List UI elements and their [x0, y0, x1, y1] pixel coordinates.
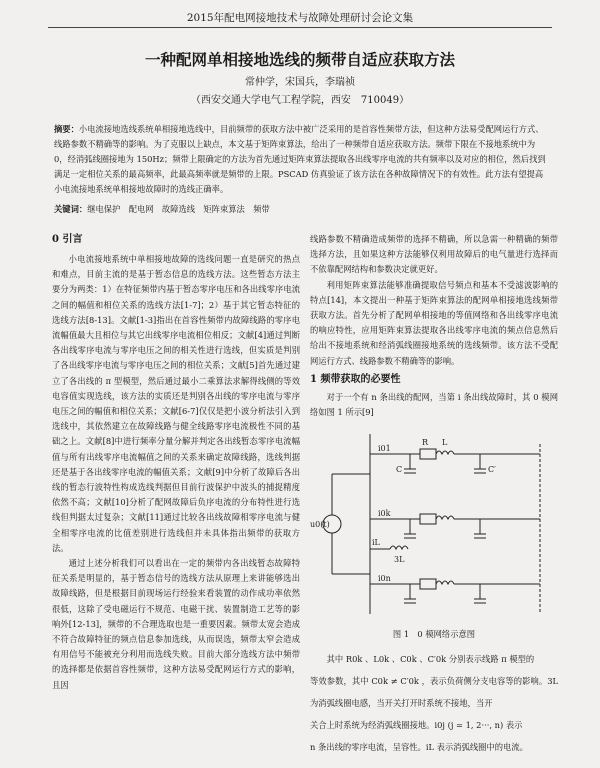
label-R-1: R — [422, 438, 429, 448]
header-rule — [48, 27, 552, 28]
explanation-line-3: 关合上时系统为经消弧线圈接地。i0j (j = 1, 2···, n) 表示 — [310, 720, 523, 731]
right-paragraph-1: 线路参数不精确造成频带的选择不精确，所以急需一种精确的频带选择方法，且如果这种方法能够仅利用故障后的电气量进行选择而不依靠配网结构和参数决定就更好。 — [310, 234, 558, 275]
figure-1-circuit — [310, 424, 558, 624]
label-i0k: i0k — [378, 509, 391, 519]
label-Cp-1: C′ — [488, 465, 496, 475]
right-paragraph-3: 对于一个有 n 条出线的配网，当第 i 条出线故障时，其 0 模网络如图 1 所示[9] — [310, 391, 558, 418]
label-iL: iL — [372, 538, 380, 548]
abstract — [54, 122, 548, 197]
inductor-n — [436, 581, 454, 584]
label-i01: i01 — [378, 444, 391, 454]
paper-affiliation: （西安交通大学电气工程学院，西安 710049） — [190, 95, 410, 106]
left-column — [52, 232, 300, 693]
label-L-1: L — [442, 438, 448, 448]
resistor-k — [420, 514, 436, 524]
label-C-1: C — [396, 465, 403, 475]
paper-authors: 常仲学，宋国兵，李瑞祯 — [245, 77, 355, 88]
explanation-line-2: 等效参数，其中 C0k ≠ C′0k ，表示负荷侧分支电容等的影响。3L 为消弧线圈电感，当开关打开时系统不接地，当开 — [310, 676, 558, 709]
intro-paragraph-1: 小电流接地系统中单相接地故障的选线问题一直是研究的热点和难点，目前主流的是基于暂态信息的选线方法。这些暂态方法主要分为两类：1）在特征频带内基于暂态零序电压和各出线零序电流之间的幅值和相位关系的选线方法[1-7]；2）基于其它暂态特征的选线方法[8-13]。文献[1-3]指出在首容性频带内故障线路的零序电流幅值最大且相位与其它出线零序电流相位相反；文献[4]通过判断各出线零序电流与零序电压之间的相关性进行选线，但实质是判别了各出线零序电流与零序电压之间的相位关系；文献[5]首先通过建立了各出线的 π 型模型，然后通过最小二乘算法求解得线侧的等效电容值实现选线，该方法的实质还是判别各出线的零序电流与零序电压之间的幅值和相位关系；文献[6-7]仅仅是把小波分析法引入到选线中，其依然建立在故障线路与健全线路零序电流极性不同的基础之上。文献[8]中进行频率分量分解并判定各出线暂态零序电流幅值与所有出线零序电流幅值之间的关系来确定故障线路，选线判据还是基于各出线零序电流的幅值关系；文献[9]中分析了故障后各出线的暂态行波特性构成选线判据但目前行波保护中波头的捕捉精度依然不高；文献[10]分析了配网故障后负序电流的分布特性进行选线但判据太过复杂；文献[11]通过比较各出线故障相零序电流与健全相零序电流的比值差别进行选线但并未具体指出频带的获取方法。 — [52, 254, 300, 553]
abstract-label: 摘要： — [54, 124, 79, 134]
keywords — [54, 203, 548, 215]
right-paragraph-2: 利用矩阵束算法能够准确提取信号频点和基本不受滤波影响的特点[14]，本文提出一种基于矩阵束算法的配网单相接地选线频带获取方法。首先分析了配网单相接地的等值网络和各出线零序电流的响应特性，应用矩阵束算法提取各出线零序电流的频点信息然后给出不接地系统和经消弧线圈接地系统的选线频带。该方法不受配网运行方式、线路参数不精确等的影响。 — [310, 279, 558, 366]
section-heading-1: 1 频带获取的必要性 — [310, 373, 401, 385]
keywords-text: 继电保护 配电网 故障选线 矩阵束算法 频带 — [87, 204, 270, 214]
label-i0n: i0n — [378, 574, 391, 584]
section-heading-intro: 0 引言 — [52, 234, 83, 245]
label-3L: 3L — [394, 555, 405, 565]
inductor-k — [436, 516, 454, 519]
figure-1-caption: 图 1 0 模网络示意图 — [392, 629, 476, 640]
running-header: 2015年配电网接地技术与故障处理研讨会论文集 — [186, 12, 414, 24]
resistor-n — [420, 579, 436, 589]
right-column — [310, 232, 558, 758]
intro-paragraph-2: 通过上述分析我们可以看出在一定的频带内各出线暂态故障特征关系是明显的，基于暂态信号的选线方法从原理上来讲能够选出故障线路，但是根据目前现场运行经验来看装置的动作成功率依然很低，这除了受电磁运行不规范、电磁干扰、装置制造工艺等的影响外[12-13]，频带的不合理选取也是一重要因素。频带太宽会造成不符合故障特征的频点信息参加选线，从而误选，频带太窄会造成有用信号不能被充分利用而选线失败。目前大部分选线方法中频带的选择都是依据首容性频带，这种方法易受配网运行方式的影响，且因 — [52, 558, 300, 690]
figure-explanation — [310, 648, 558, 758]
arc-coil — [390, 546, 408, 549]
explanation-line-4: n 条出线的零序电流，呈容性。iL 表示消弧线圈中的电流。 — [310, 742, 528, 753]
inductor-1 — [436, 451, 454, 454]
resistor-1 — [420, 449, 436, 459]
label-u0: u0(t) — [310, 520, 330, 530]
abstract-text: 小电流接地选线系统单相接地选线中，目前频带的获取方法中被广泛采用的是首容性频带方法，但这种方法易受配网运行方式、线路参数不精确等的影响。为了克服以上缺点，本文基于矩阵束算法，给出了一种频带自适应获取方法。频带下限在不接地系统中为 0，经消弧线圈接地为 150Hz；频带上限确定的方法为首先通过矩阵束算法提取各出线零序电流的共有频率以及对应的相位，然后找到满足一定相位关系的最高频率，此最高频率就是频带的上限。PSCAD 仿真验证了该方法在各种故障情况下的有效性。此方法有望提高小电流接地系统单相接地故障时的选线正确率。 — [54, 124, 546, 194]
paper-title: 一种配网单相接地选线的频带自适应获取方法 — [144, 50, 455, 69]
explanation-line-1: 其中 R0k 、L0k 、C0k 、C′0k 分别表示线路 π 模型的 — [326, 654, 535, 665]
keywords-label: 关键词： — [54, 204, 88, 214]
